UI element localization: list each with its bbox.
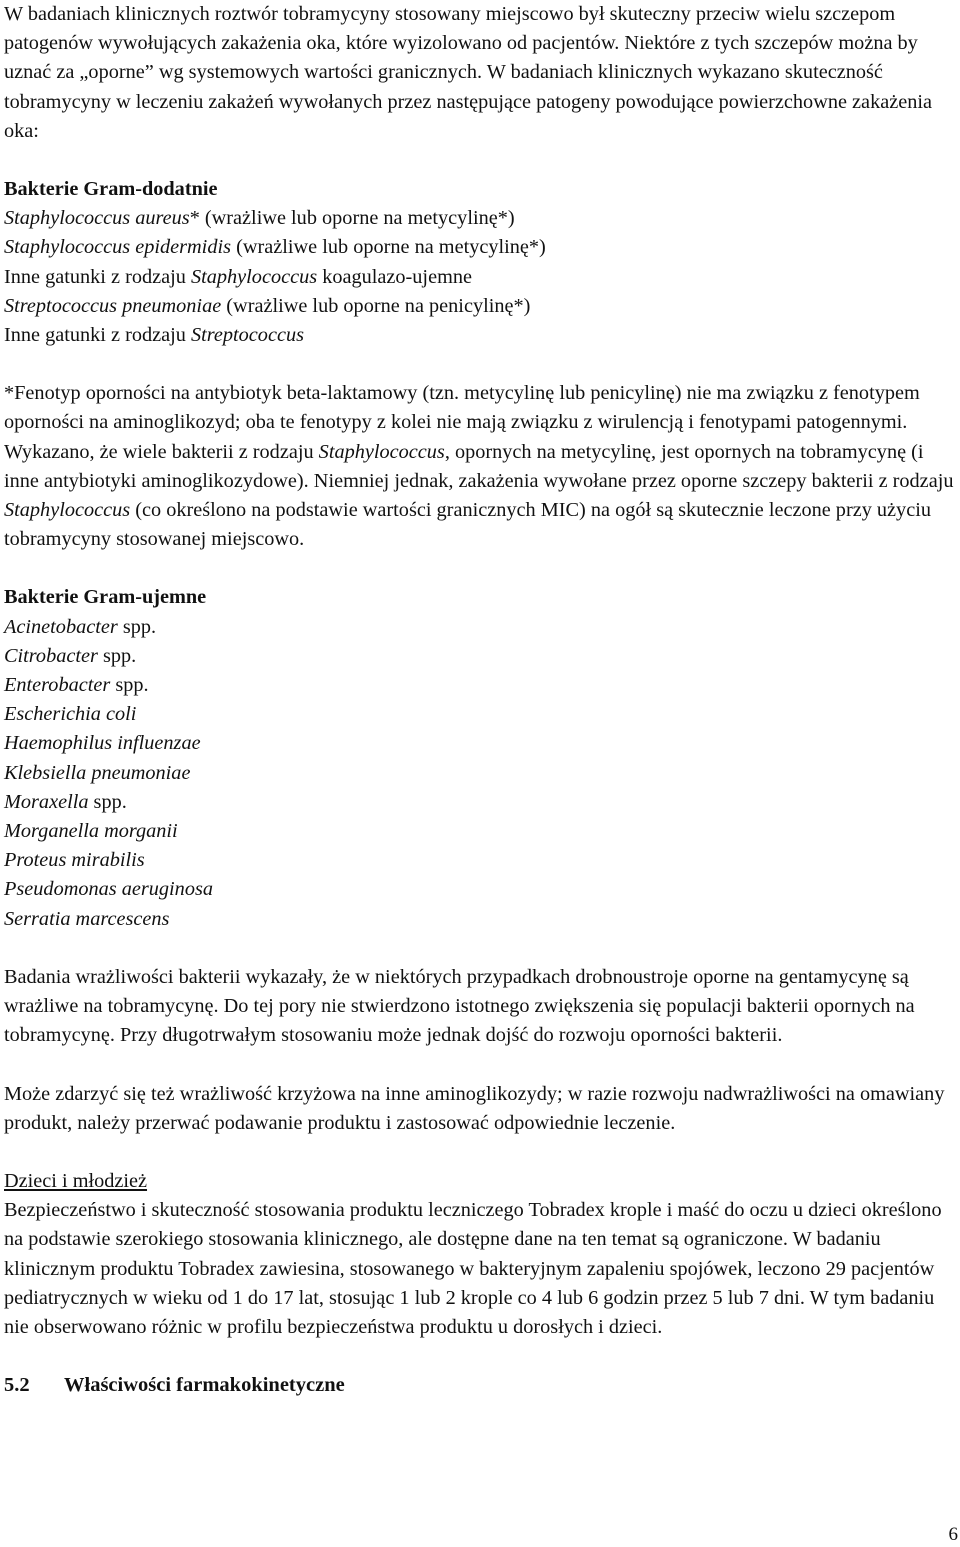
text-run: spp.	[110, 674, 149, 697]
page-number: 6	[948, 1524, 958, 1545]
text-run: (co określono na podstawie wartości granicznych MIC) na ogół są skutecznie leczone przy użyciu tobramycyny stosowanej miejscowo.	[4, 499, 931, 551]
italic-run: Morganella morganii	[4, 820, 178, 843]
italic-run: Citrobacter	[4, 644, 98, 667]
italic-run: Haemophilus influenzae	[4, 732, 201, 755]
text-run: *Fenotyp oporności na antybiotyk beta-laktamowy (tzn. metycylinę lub penicylinę) nie ma związku z fenotypem oporności na aminoglikozyd; oba te fenotypy z kolei nie mają związku z wirulencją i fenotypami patogennymi. Wykazano, że wiele bakterii z rodzaju	[4, 382, 920, 463]
spacer	[4, 934, 956, 963]
italic-run: Pseudomonas aeruginosa	[4, 878, 214, 901]
list-item	[4, 613, 956, 642]
spacer	[4, 554, 956, 583]
list-item	[4, 905, 956, 934]
italic-run: Streptococcus pneumoniae	[4, 294, 222, 317]
italic-run: Klebsiella pneumoniae	[4, 761, 191, 784]
gram-negative-list	[4, 613, 956, 934]
section-heading	[4, 1371, 956, 1400]
spacer	[4, 146, 956, 175]
italic-run: Staphylococcus	[190, 265, 318, 288]
italic-run: Streptococcus	[190, 324, 304, 347]
italic-run: Staphylococcus	[318, 440, 445, 463]
italic-run: Proteus mirabilis	[4, 849, 145, 872]
section-number: 5.2	[4, 1374, 30, 1397]
text-run: (wrażliwe lub oporne na penicylinę*)	[221, 294, 531, 317]
italic-run: Enterobacter	[4, 674, 111, 697]
list-item	[4, 788, 956, 817]
spacer	[4, 350, 956, 379]
text-run: Inne gatunki z rodzaju	[4, 265, 191, 288]
intro-paragraph	[4, 0, 956, 146]
list-item	[4, 233, 956, 262]
document-page	[4, 0, 956, 1400]
spacer	[4, 1138, 956, 1167]
list-item	[4, 729, 956, 758]
section-title: Właściwości farmakokinetyczne	[64, 1374, 345, 1397]
list-item	[4, 263, 956, 292]
list-item	[4, 671, 956, 700]
spacer	[4, 1051, 956, 1080]
list-item	[4, 700, 956, 729]
text-run: * (wrażliwe lub oporne na metycylinę*)	[189, 207, 515, 230]
italic-run: Staphylococcus epidermidis	[4, 236, 231, 259]
list-item	[4, 759, 956, 788]
sensitivity-paragraph: Badania wrażliwości bakterii wykazały, że w niektórych przypadkach drobnoustroje oporne na gentamycynę są wrażliwe na tobramycynę. Do tej pory nie stwierdzono istotnego zwiększenia się populacji bakterii opornych na tobramycynę. Przy długotrwałym stosowaniu może jednak dojść do rozwoju oporności bakterii.	[4, 965, 915, 1047]
phenotype-note-paragraph	[4, 379, 956, 554]
text-run: koagulazo-ujemne	[317, 265, 472, 288]
italic-run: Acinetobacter	[4, 615, 118, 638]
text-run: Inne gatunki z rodzaju	[4, 324, 191, 347]
italic-run: Staphylococcus	[4, 499, 131, 522]
italic-run: Serratia marcescens	[4, 907, 170, 930]
children-heading: Dzieci i młodzież	[4, 1169, 148, 1192]
italic-run: Escherichia coli	[4, 703, 137, 726]
gram-positive-list	[4, 204, 956, 350]
list-item	[4, 817, 956, 846]
italic-run: Staphylococcus aureus	[4, 207, 190, 230]
text-run: , opornych na metycylinę, jest opornych na tobramycynę (i inne antybiotyki aminoglikozydowe). Niemniej jednak, zakażenia wywołane przez oporne szczepy bakterii z rodzaju	[4, 440, 954, 492]
list-item	[4, 321, 956, 350]
list-item	[4, 292, 956, 321]
list-item	[4, 846, 956, 875]
cross-sensitivity-paragraph: Może zdarzyć się też wrażliwość krzyżowa na inne aminoglikozydy; w razie rozwoju nadwrażliwości na omawiany produkt, należy przerwać podawanie produktu i zastosować odpowiednie leczenie.	[4, 1082, 945, 1134]
text-run: spp.	[88, 790, 127, 813]
list-item	[4, 875, 956, 904]
text-run: spp.	[117, 615, 157, 638]
children-paragraph: Bezpieczeństwo i skuteczność stosowania produktu leczniczego Tobradex krople i maść do oczu u dzieci określono na podstawie szerokiego stosowania klinicznego, ale dostępne dane na ten temat są ograniczone. W badaniu klinicznym produktu Tobradex zawiesina, stosowanego w bakteryjnym zapaleniu spojówek, leczono 29 pacjentów pediatrycznych w wieku od 1 do 17 lat, stosując 1 lub 2 krople co 4 lub 6 godzin przez 5 lub 7 dni. W tym badaniu nie obserwowano różnic w profilu bezpieczeństwa produktu u dorosłych i dzieci.	[4, 1199, 942, 1338]
gram-positive-heading: Bakterie Gram-dodatnie	[4, 178, 218, 201]
spacer	[4, 1342, 956, 1371]
italic-run: Moraxella	[4, 790, 89, 813]
text-run: spp.	[97, 644, 137, 667]
text-run: W badaniach klinicznych roztwór tobramycyny stosowany miejscowo był skuteczny przeciw wielu szczepom patogenów wywołujących zakażenia oka, które wyizolowano od pacjentów. Niektóre z tych szczepów można by uznać za „oporne” wg systemowych wartości granicznych. W badaniach klinicznych wykazano skuteczność tobramycyny w leczeniu zakażeń wywołanych przez następujące patogeny powodujące powierzchowne zakażenia oka:	[4, 3, 932, 142]
list-item	[4, 204, 956, 233]
list-item	[4, 642, 956, 671]
gram-negative-heading: Bakterie Gram-ujemne	[4, 586, 207, 609]
text-run: (wrażliwe lub oporne na metycylinę*)	[231, 236, 546, 259]
